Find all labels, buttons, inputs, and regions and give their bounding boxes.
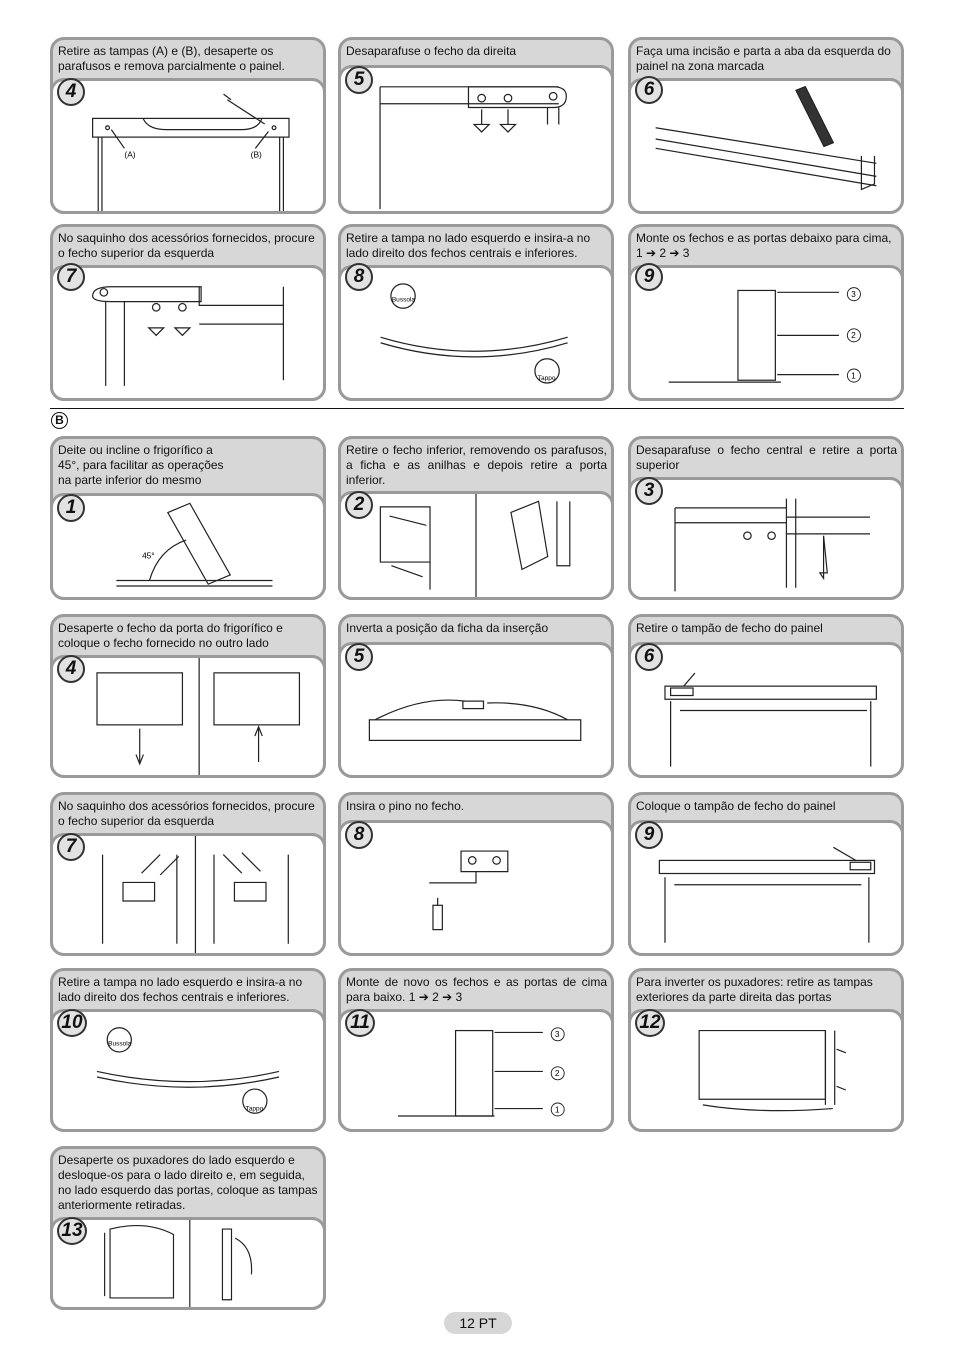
angle-label: 45°: [142, 551, 155, 561]
step-caption: No saquinho dos acessórios fornecidos, procure o fecho superior da esquerda: [58, 231, 315, 260]
marker-2: 2: [851, 330, 856, 341]
illustration: [53, 658, 323, 775]
step-caption: Deite ou incline o frigorífico a 45°, para facilitar as operações na parte inferior do mesmo: [58, 443, 224, 487]
step-number: 1: [57, 494, 85, 522]
step-number: 12: [635, 1009, 665, 1037]
marker-1: 1: [554, 1104, 560, 1115]
section-b-label: B: [51, 412, 68, 429]
step-caption: Retire a tampa no lado esquerdo e insira-a no lado direito dos fechos centrais e inferiores.: [58, 975, 303, 1004]
illustration: [631, 268, 901, 398]
marker-1: 1: [851, 370, 856, 381]
step-b11-panel: [338, 968, 614, 1132]
step-caption: Desaperte os puxadores do lado esquerdo e desloque-os para o lado direito e, em seguida, no lado esquerdo das portas, coloque as tampas anteriormente retiradas.: [58, 1153, 318, 1212]
step-number: 6: [635, 643, 663, 671]
step-number: 8: [345, 263, 373, 291]
illustration: [53, 268, 323, 398]
step-caption: Faça uma incisão e parta a aba da esquerda do painel na zona marcada: [636, 44, 891, 73]
illustration: [341, 494, 611, 597]
step-caption: Retire o tampão de fecho do painel: [636, 621, 823, 635]
step-b7-panel: [50, 792, 326, 956]
illustration: [341, 268, 611, 398]
step-caption: Desaparafuse o fecho central e retire a porta superior: [636, 443, 897, 472]
step-number: 7: [57, 833, 85, 861]
illustration: [341, 823, 611, 953]
step-number: 6: [635, 76, 663, 104]
section-divider: [50, 408, 904, 409]
step-caption: Inverta a posição da ficha da inserção: [346, 621, 549, 635]
step-b8-panel: [338, 792, 614, 956]
step-caption: Retire o fecho inferior, removendo os parafusos, a ficha e as anilhas e depois retire a porta inferior.: [346, 443, 607, 487]
step-caption: Para inverter os puxadores: retire as tampas exteriores da parte direita das portas: [636, 975, 873, 1004]
step-b1-panel: [50, 436, 326, 600]
illustration: [341, 1012, 611, 1129]
step-b2-panel: [338, 436, 614, 600]
step-a4-panel: [50, 37, 326, 214]
illustration: [631, 81, 901, 211]
step-number: 7: [57, 263, 85, 291]
step-a8-panel: [338, 224, 614, 401]
label-bussola: Bussola: [108, 1040, 132, 1048]
step-caption: Insira o pino no fecho.: [346, 799, 465, 813]
step-a9-panel: [628, 224, 904, 401]
step-number: 4: [57, 78, 85, 106]
illustration: [631, 823, 901, 953]
step-b3-panel: [628, 436, 904, 600]
step-caption: Retire as tampas (A) e (B), desaperte os parafusos e remova parcialmente o painel.: [58, 44, 285, 73]
step-caption: Desaperte o fecho da porta do frigorífico e coloque o fecho fornecido no outro lado: [58, 621, 283, 650]
step-number: 3: [635, 477, 663, 505]
step-number: 5: [345, 66, 373, 94]
illustration: [53, 836, 323, 953]
step-a6-panel: [628, 37, 904, 214]
label-bussola: Bussola: [391, 296, 416, 304]
step-caption: Retire a tampa no lado esquerdo e insira-a no lado direito dos fechos centrais e inferiores.: [346, 231, 591, 260]
step-number: 9: [635, 821, 663, 849]
step-number: 10: [57, 1009, 87, 1037]
step-b13-panel: [50, 1146, 326, 1310]
step-b4-panel: [50, 614, 326, 778]
illustration: [53, 496, 323, 597]
step-number: 5: [345, 643, 373, 671]
label-tappo: Tappo: [245, 1105, 264, 1113]
step-b6-panel: [628, 614, 904, 778]
illustration: [53, 1012, 323, 1129]
page-number: 12 PT: [444, 1312, 512, 1334]
step-b5-panel: [338, 614, 614, 778]
step-caption: Monte os fechos e as portas debaixo para cima, 1 ➔ 2 ➔ 3: [636, 231, 892, 260]
illustration: [631, 1012, 901, 1129]
illustration: [631, 480, 901, 597]
step-b9-panel: [628, 792, 904, 956]
illustration: [53, 1220, 323, 1307]
marker-3: 3: [554, 1029, 560, 1040]
step-number: 13: [57, 1217, 87, 1245]
label-a: (A): [124, 149, 136, 160]
step-a7-panel: [50, 224, 326, 401]
step-b10-panel: [50, 968, 326, 1132]
label-b: (B): [250, 149, 262, 160]
step-number: 8: [345, 821, 373, 849]
marker-2: 2: [554, 1068, 560, 1079]
step-number: 11: [345, 1009, 375, 1037]
step-caption: Desaparafuse o fecho da direita: [346, 44, 517, 58]
illustration: [53, 81, 323, 211]
step-number: 9: [635, 263, 663, 291]
illustration: [341, 645, 611, 775]
step-a5-panel: [338, 37, 614, 214]
step-number: 2: [345, 491, 373, 519]
step-number: 4: [57, 655, 85, 683]
illustration: [631, 645, 901, 775]
label-tappo: Tappo: [537, 375, 556, 383]
step-caption: Coloque o tampão de fecho do painel: [636, 799, 836, 813]
marker-3: 3: [851, 288, 856, 299]
step-caption: Monte de novo os fechos e as portas de cima para baixo. 1 ➔ 2 ➔ 3: [346, 975, 607, 1004]
step-caption: No saquinho dos acessórios fornecidos, procure o fecho superior da esquerda: [58, 799, 315, 828]
step-b12-panel: [628, 968, 904, 1132]
illustration: [341, 68, 611, 211]
